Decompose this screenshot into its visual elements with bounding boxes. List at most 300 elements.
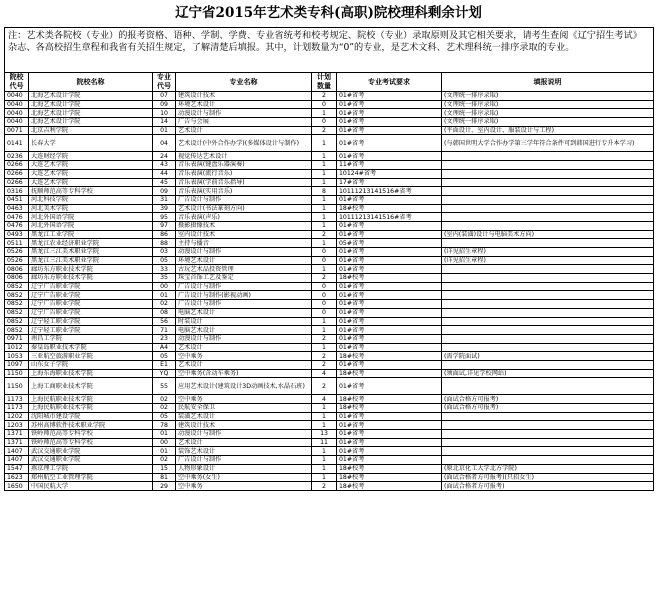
cell-plan-count: 1 — [312, 178, 337, 187]
cell-fill-notes: (原北京化工大学北方学院) — [442, 464, 654, 473]
cell-plan-count: 0 — [312, 282, 337, 291]
cell-exam-requirement: 01#省考 — [337, 109, 442, 118]
cell-fill-notes — [442, 317, 654, 326]
cell-school-code: 1650 — [5, 482, 29, 491]
cell-plan-count: 1 — [312, 412, 337, 421]
table-row — [5, 265, 654, 274]
cell-major-name: 广告设计与制作 — [176, 300, 312, 309]
table-row — [5, 100, 654, 109]
table-row — [5, 92, 654, 101]
cell-school-code: 0526 — [5, 256, 29, 265]
cell-plan-count: 2 — [312, 378, 337, 395]
cell-fill-notes — [442, 204, 654, 213]
cell-school-name: 河北科技学院 — [29, 195, 153, 204]
cell-school-code: 0040 — [5, 109, 29, 118]
cell-school-name: 河北外国语学院 — [29, 213, 153, 222]
cell-exam-requirement: 01#省考 — [337, 334, 442, 343]
cell-fill-notes — [442, 360, 654, 369]
cell-school-code: 1623 — [5, 473, 29, 482]
cell-plan-count: 1 — [312, 161, 337, 170]
cell-major-name: 装饰艺术设计 — [176, 447, 312, 456]
table-row — [5, 118, 654, 127]
cell-major-code: 05 — [153, 412, 176, 421]
cell-school-code: 0141 — [5, 135, 29, 152]
cell-school-code: 0526 — [5, 248, 29, 257]
cell-plan-count: 1 — [312, 326, 337, 335]
cell-fill-notes: (面试合格者方可报考) — [442, 482, 654, 491]
cell-school-code: 1407 — [5, 456, 29, 465]
cell-school-code: 0451 — [5, 195, 29, 204]
cell-major-code: 00 — [153, 282, 176, 291]
cell-major-code: 02 — [153, 300, 176, 309]
cell-major-name: 时装设计 — [176, 317, 312, 326]
cell-plan-count: 4 — [312, 369, 337, 378]
header-school-name: 院校名称 — [29, 73, 153, 92]
cell-fill-notes — [442, 169, 654, 178]
cell-school-name: 燕京理工学院 — [29, 464, 153, 473]
cell-school-name: 河北外国语学院 — [29, 221, 153, 230]
cell-fill-notes — [442, 308, 654, 317]
cell-major-code: 24 — [153, 152, 176, 161]
cell-exam-requirement: 01#省考 — [337, 326, 442, 335]
cell-major-code: 01 — [153, 291, 176, 300]
cell-school-name: 南昌工学院 — [29, 334, 153, 343]
cell-major-name: 民航安全保卫 — [176, 404, 312, 413]
cell-school-code: 0071 — [5, 126, 29, 135]
table-row — [5, 352, 654, 361]
table-row — [5, 343, 654, 352]
cell-exam-requirement: 01#省考 — [337, 308, 442, 317]
cell-exam-requirement: 01#省考 — [337, 126, 442, 135]
cell-major-name: 音乐表演(实用音乐) — [176, 187, 312, 196]
cell-school-code: 1053 — [5, 352, 29, 361]
cell-major-name: 主持与播音 — [176, 239, 312, 248]
table-row — [5, 447, 654, 456]
page-title: 辽宁省2015年艺术类专科(高职)院校理科剩余计划 — [175, 5, 482, 21]
cell-major-name: 应用艺术设计(建筑设计3D动画技术,水晶石班) — [176, 378, 312, 395]
cell-major-code: YQ — [153, 369, 176, 378]
cell-exam-requirement: 10124#省考 — [337, 169, 442, 178]
cell-exam-requirement: 01#省考 — [337, 265, 442, 274]
cell-major-code: 78 — [153, 421, 176, 430]
cell-plan-count: 0 — [312, 248, 337, 257]
header-school-code: 院校代号 — [5, 73, 29, 92]
cell-plan-count: 1 — [312, 152, 337, 161]
cell-plan-count: 13 — [312, 430, 337, 439]
cell-school-name: 辽宁广告职业学院 — [29, 308, 153, 317]
plan-table — [4, 27, 654, 491]
cell-fill-notes: (面试合格方可报考) — [442, 404, 654, 413]
cell-exam-requirement: 01#省考 — [337, 360, 442, 369]
cell-exam-requirement: 18#校考 — [337, 274, 442, 283]
cell-major-name: 音乐表演(键盘乐器演奏) — [176, 161, 312, 170]
table-row — [5, 204, 654, 213]
cell-school-name: 武汉交通职业学院 — [29, 447, 153, 456]
cell-school-name: 廊坊东方职业技术学院 — [29, 274, 153, 283]
table-row — [5, 248, 654, 257]
cell-major-code: 01 — [153, 447, 176, 456]
cell-school-code: 0852 — [5, 300, 29, 309]
cell-school-name: 大连艺术学院 — [29, 169, 153, 178]
cell-major-name: 动漫设计与制作 — [176, 430, 312, 439]
cell-school-code: 0266 — [5, 161, 29, 170]
table-row — [5, 291, 654, 300]
cell-school-code: 0040 — [5, 92, 29, 101]
cell-fill-notes: (需学院面试) — [442, 352, 654, 361]
cell-exam-requirement: 01#省考 — [337, 256, 442, 265]
cell-exam-requirement: 01#省考 — [337, 152, 442, 161]
cell-school-code: 0476 — [5, 221, 29, 230]
cell-school-code: 1097 — [5, 360, 29, 369]
cell-major-name: 电脑艺术设计 — [176, 326, 312, 335]
cell-major-code: 86 — [153, 230, 176, 239]
cell-exam-requirement: 18#校考 — [337, 482, 442, 491]
cell-school-code: 0040 — [5, 118, 29, 127]
cell-major-name: 空中乘务 — [176, 482, 312, 491]
cell-fill-notes — [442, 213, 654, 222]
cell-fill-notes: (文理统一排序录取) — [442, 109, 654, 118]
cell-major-name: 音乐表演(流行音乐) — [176, 169, 312, 178]
cell-fill-notes: (面试合格方可报考) — [442, 395, 654, 404]
cell-major-name: 空中乘务 — [176, 352, 312, 361]
table-row — [5, 369, 654, 378]
cell-major-name: 装潢艺术设计 — [176, 412, 312, 421]
cell-plan-count: 1 — [312, 343, 337, 352]
cell-major-code: 10 — [153, 109, 176, 118]
cell-major-code: 44 — [153, 169, 176, 178]
cell-exam-requirement: 01#省考 — [337, 282, 442, 291]
cell-plan-count: 2 — [312, 352, 337, 361]
cell-school-code: 1150 — [5, 378, 29, 395]
cell-exam-requirement: 01#省考 — [337, 456, 442, 465]
cell-exam-requirement: 18#校考 — [337, 473, 442, 482]
cell-plan-count: 2 — [312, 92, 337, 101]
cell-major-code: 71 — [153, 326, 176, 335]
cell-school-name: 辽宁广告职业学院 — [29, 291, 153, 300]
table-row — [5, 126, 654, 135]
cell-major-code: 81 — [153, 473, 176, 482]
cell-school-name: 黑龙江三江美术职业学院 — [29, 248, 153, 257]
cell-exam-requirement: 01#省考 — [337, 430, 442, 439]
cell-school-name: 上海民航职业技术学院 — [29, 404, 153, 413]
cell-fill-notes — [442, 178, 654, 187]
cell-school-name: 上海工商职业技术学院 — [29, 378, 153, 395]
cell-fill-notes — [442, 412, 654, 421]
cell-school-name: 廊坊东方职业技术学院 — [29, 265, 153, 274]
cell-major-code: 09 — [153, 100, 176, 109]
cell-school-code: 1371 — [5, 438, 29, 447]
cell-major-name: 动漫设计与制作 — [176, 109, 312, 118]
table-row — [5, 230, 654, 239]
cell-major-code: 09 — [153, 187, 176, 196]
cell-major-name: 艺术设计 — [176, 360, 312, 369]
cell-major-code: 01 — [153, 126, 176, 135]
cell-plan-count: 0 — [312, 256, 337, 265]
table-row — [5, 274, 654, 283]
table-row — [5, 256, 654, 265]
cell-school-code: 0852 — [5, 326, 29, 335]
cell-school-name: 铁岭师范高等专科学校 — [29, 438, 153, 447]
header-exam-requirement: 专业考试要求 — [337, 73, 442, 92]
cell-exam-requirement: 01#省考 — [337, 300, 442, 309]
cell-school-code: 1202 — [5, 412, 29, 421]
cell-school-name: 长春大学 — [29, 135, 153, 152]
table-row — [5, 300, 654, 309]
cell-fill-notes — [442, 161, 654, 170]
cell-exam-requirement: 01#省考 — [337, 291, 442, 300]
cell-school-code: 0806 — [5, 274, 29, 283]
table-row — [5, 308, 654, 317]
cell-major-name: 室内设计技术 — [176, 230, 312, 239]
cell-exam-requirement: 10111213141516#省考 — [337, 213, 442, 222]
cell-major-code: 02 — [153, 395, 176, 404]
cell-fill-notes: (平面设计、室内设计、服装设计与工程) — [442, 126, 654, 135]
table-row — [5, 109, 654, 118]
header-row — [5, 73, 654, 92]
cell-exam-requirement: 01#省考 — [337, 343, 442, 352]
cell-major-name: 空中乘务 — [176, 395, 312, 404]
cell-exam-requirement: 18#校考 — [337, 369, 442, 378]
cell-major-name: 广告设计与制作 — [176, 282, 312, 291]
cell-plan-count: 0 — [312, 308, 337, 317]
cell-exam-requirement: 01#省考 — [337, 412, 442, 421]
cell-major-code: 01 — [153, 430, 176, 439]
cell-school-code: 1150 — [5, 369, 29, 378]
cell-school-name: 上海民航职业技术学院 — [29, 395, 153, 404]
cell-exam-requirement: 05#省考 — [337, 239, 442, 248]
cell-exam-requirement: 01#省考 — [337, 447, 442, 456]
cell-school-name: 北海艺术设计学院 — [29, 109, 153, 118]
cell-school-code: 0511 — [5, 239, 29, 248]
cell-major-name: 音乐表演(学前音乐指导) — [176, 178, 312, 187]
cell-plan-count: 2 — [312, 360, 337, 369]
cell-school-name: 北海艺术设计学院 — [29, 118, 153, 127]
cell-plan-count: 1 — [312, 456, 337, 465]
cell-school-code: 0266 — [5, 178, 29, 187]
note-text: 注：艺术类各院校（专业）的报考资格、语种、学制、学费、专业省统考和校考规定、院校（专业）录取原则及其它相关要求，请考生查阅《辽宁招生考试》杂志、各高校招生章程和我省有关招生规定，了解清楚后填报。其中，计划数量为“0”的专业，是艺术文科、艺术理科统一排序录取的专业。 — [5, 28, 654, 73]
cell-school-name: 辽宁轻工职业学院 — [29, 317, 153, 326]
cell-major-name: 空中乘务(女生) — [176, 473, 312, 482]
cell-school-code: 0806 — [5, 265, 29, 274]
cell-fill-notes — [442, 282, 654, 291]
cell-fill-notes — [442, 456, 654, 465]
cell-major-name: 艺术设计(中外合作办学)(多媒体设计与制作) — [176, 135, 312, 152]
cell-plan-count: 0 — [312, 100, 337, 109]
cell-major-name: 珠宝首饰工艺及鉴定 — [176, 274, 312, 283]
cell-fill-notes: (文理统一排序录取) — [442, 118, 654, 127]
cell-exam-requirement: 18#校考 — [337, 352, 442, 361]
cell-major-code: 08 — [153, 308, 176, 317]
cell-major-code: 00 — [153, 438, 176, 447]
cell-major-code: 39 — [153, 204, 176, 213]
table-row — [5, 430, 654, 439]
cell-school-name: 抚顺师范高等专科学校 — [29, 187, 153, 196]
cell-school-code: 0463 — [5, 204, 29, 213]
table-row — [5, 282, 654, 291]
header-fill-notes: 填报说明 — [442, 73, 654, 92]
table-row — [5, 161, 654, 170]
cell-major-code: 29 — [153, 482, 176, 491]
header-major-code: 专业代号 — [153, 73, 176, 92]
cell-plan-count: 1 — [312, 213, 337, 222]
cell-exam-requirement: 01#省考 — [337, 118, 442, 127]
cell-fill-notes: (文理统一排序录取) — [442, 92, 654, 101]
cell-fill-notes — [442, 421, 654, 430]
cell-exam-requirement: 01#省考 — [337, 135, 442, 152]
cell-major-code: 05 — [153, 352, 176, 361]
cell-exam-requirement: 18#校考 — [337, 204, 442, 213]
cell-major-code: 14 — [153, 118, 176, 127]
cell-exam-requirement: 01#省考 — [337, 230, 442, 239]
cell-exam-requirement: 01#省考 — [337, 248, 442, 257]
cell-fill-notes — [442, 326, 654, 335]
table-row — [5, 482, 654, 491]
cell-school-name: 河北美术学院 — [29, 204, 153, 213]
cell-plan-count: 11 — [312, 438, 337, 447]
table-row — [5, 239, 654, 248]
cell-plan-count: 2 — [312, 230, 337, 239]
note-row — [5, 28, 654, 73]
cell-fill-notes — [442, 378, 654, 395]
cell-major-code: E1 — [153, 360, 176, 369]
cell-school-name: 大连艺术学院 — [29, 178, 153, 187]
cell-exam-requirement: 18#校考 — [337, 464, 442, 473]
cell-fill-notes: (室内(装潢)设计与电脑美术方向) — [442, 230, 654, 239]
cell-plan-count: 1 — [312, 464, 337, 473]
cell-major-code: 88 — [153, 239, 176, 248]
table-row — [5, 326, 654, 335]
cell-major-name: 空中乘务(含动车乘务) — [176, 369, 312, 378]
cell-fill-notes — [442, 447, 654, 456]
cell-plan-count: 1 — [312, 195, 337, 204]
cell-school-code: 1203 — [5, 421, 29, 430]
table-row — [5, 152, 654, 161]
cell-exam-requirement: 01#省考 — [337, 421, 442, 430]
cell-school-name: 苏州高博软件技术职业学院 — [29, 421, 153, 430]
cell-school-code: 1173 — [5, 404, 29, 413]
cell-plan-count: 8 — [312, 187, 337, 196]
cell-plan-count: 1 — [312, 473, 337, 482]
cell-plan-count: 2 — [312, 274, 337, 283]
table-row — [5, 456, 654, 465]
cell-fill-notes: (详见招生章程) — [442, 256, 654, 265]
cell-fill-notes — [442, 430, 654, 439]
cell-major-code: 31 — [153, 195, 176, 204]
cell-fill-notes: (面试合格者方可报考)(只招女生) — [442, 473, 654, 482]
cell-plan-count: 0 — [312, 291, 337, 300]
table-row — [5, 195, 654, 204]
cell-major-code: 55 — [153, 378, 176, 395]
cell-plan-count: 1 — [312, 265, 337, 274]
cell-school-name: 辽宁广告职业学院 — [29, 300, 153, 309]
table-row — [5, 178, 654, 187]
cell-major-code: 07 — [153, 92, 176, 101]
cell-school-code: 0040 — [5, 100, 29, 109]
cell-school-name: 辽宁轻工职业学院 — [29, 326, 153, 335]
table-row — [5, 221, 654, 230]
cell-major-code: 15 — [153, 464, 176, 473]
cell-major-name: 摄影摄像技术 — [176, 221, 312, 230]
cell-school-name: 黑龙江工业学院 — [29, 230, 153, 239]
cell-exam-requirement: 01#省考 — [337, 92, 442, 101]
cell-school-code: 1371 — [5, 430, 29, 439]
cell-major-name: 艺术设计 — [176, 438, 312, 447]
cell-exam-requirement: 11#省考 — [337, 161, 442, 170]
cell-school-code: 0266 — [5, 169, 29, 178]
cell-school-name: 秦皇岛职业技术学院 — [29, 343, 153, 352]
cell-school-code: 1012 — [5, 343, 29, 352]
cell-exam-requirement: 01#省考 — [337, 438, 442, 447]
cell-fill-notes — [442, 343, 654, 352]
cell-fill-notes — [442, 334, 654, 343]
cell-plan-count: 2 — [312, 334, 337, 343]
cell-exam-requirement: 17#省考 — [337, 178, 442, 187]
cell-fill-notes — [442, 300, 654, 309]
cell-major-code: 33 — [153, 265, 176, 274]
cell-major-code: 97 — [153, 221, 176, 230]
cell-plan-count: 2 — [312, 126, 337, 135]
cell-school-code: 0493 — [5, 230, 29, 239]
cell-plan-count: 1 — [312, 169, 337, 178]
cell-plan-count: 4 — [312, 395, 337, 404]
cell-school-name: 铁岭师范高等专科学校 — [29, 430, 153, 439]
cell-school-code: 0476 — [5, 213, 29, 222]
cell-fill-notes — [442, 152, 654, 161]
cell-plan-count: 1 — [312, 447, 337, 456]
cell-school-name: 山东女子学院 — [29, 360, 153, 369]
cell-major-code: 23 — [153, 334, 176, 343]
cell-major-name: 广告与会展 — [176, 118, 312, 127]
cell-school-name: 北海艺术设计学院 — [29, 100, 153, 109]
table-row — [5, 421, 654, 430]
cell-major-name: 建筑设计技术 — [176, 421, 312, 430]
cell-fill-notes — [442, 239, 654, 248]
cell-major-name: 人物形象设计 — [176, 464, 312, 473]
cell-major-name: 电脑艺术设计 — [176, 308, 312, 317]
table-row — [5, 412, 654, 421]
table-row — [5, 334, 654, 343]
cell-major-code: 02 — [153, 404, 176, 413]
cell-major-name: 广告设计与制作(影视动画) — [176, 291, 312, 300]
cell-school-name: 郑州航空工业管理学院 — [29, 473, 153, 482]
cell-fill-notes — [442, 291, 654, 300]
cell-school-name: 中国民航大学 — [29, 482, 153, 491]
cell-school-code: 0852 — [5, 317, 29, 326]
cell-major-code: 02 — [153, 456, 176, 465]
cell-school-code: 0852 — [5, 291, 29, 300]
cell-school-code: 0316 — [5, 187, 29, 196]
cell-school-name: 北京吉利学院 — [29, 126, 153, 135]
cell-major-name: 古玩艺术品投资管理 — [176, 265, 312, 274]
cell-school-name: 沈阳城市建设学院 — [29, 412, 153, 421]
cell-plan-count: 1 — [312, 239, 337, 248]
cell-exam-requirement: 18#校考 — [337, 404, 442, 413]
cell-exam-requirement: 01#省考 — [337, 317, 442, 326]
cell-major-name: 建筑设计技术 — [176, 92, 312, 101]
table-row — [5, 213, 654, 222]
cell-plan-count: 1 — [312, 109, 337, 118]
header-plan-count: 计划数量 — [312, 73, 337, 92]
cell-fill-notes: (与韩国世明大学合作办学第三学年符合条件可到韩国进行专升本学习) — [442, 135, 654, 152]
cell-school-name: 武汉交通职业学院 — [29, 456, 153, 465]
cell-school-name: 黑龙江农业经济职业学院 — [29, 239, 153, 248]
cell-school-name: 三亚航空旅游职业学院 — [29, 352, 153, 361]
cell-school-name: 上海东海职业技术学院 — [29, 369, 153, 378]
table-row — [5, 464, 654, 473]
cell-plan-count: 0 — [312, 118, 337, 127]
table-row — [5, 378, 654, 395]
cell-major-name: 环境艺术设计 — [176, 100, 312, 109]
